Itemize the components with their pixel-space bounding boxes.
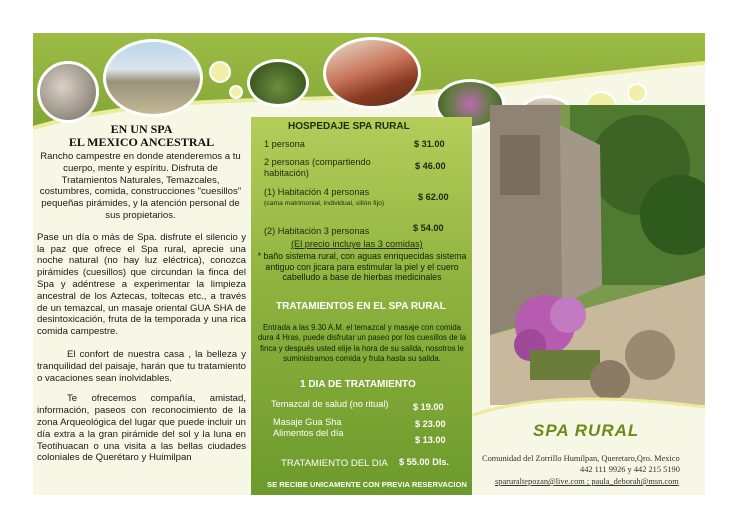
left-paragraph-3: El confort de nuestra casa , la belleza y tranquilidad del paisaje, harán que tu tratamiento o vacaciones sean inolvidables. <box>37 348 246 384</box>
room-label: 2 personas (compartiendo habitación) <box>264 157 371 178</box>
left-title-1: EN UN SPA <box>110 122 173 136</box>
room-price: $ 62.00 <box>418 192 449 202</box>
room-sub: (cama matrimonial, individual, sillón fijo) <box>264 200 385 207</box>
photo-stone-carving <box>37 61 99 123</box>
room-price: $ 46.00 <box>415 161 446 171</box>
hospedaje-title: HOSPEDAJE SPA RURAL <box>288 121 410 132</box>
treatment-label: Alimentos del día <box>273 428 344 438</box>
treatment-price: $ 13.00 <box>415 435 446 445</box>
photo-pyramids <box>103 39 203 117</box>
contact-phones: 442 111 9926 y 442 215 5190 <box>580 465 680 474</box>
decor-dot <box>229 85 243 99</box>
spa-rural-title: SPA RURAL <box>533 421 640 440</box>
room-price: $ 54.00 <box>413 223 444 233</box>
photo-stone-house <box>490 105 705 405</box>
decor-dot <box>627 83 647 103</box>
tratamientos-title: TRATAMIENTOS EN EL SPA RURAL <box>276 301 446 312</box>
left-title-2: EL MEXICO ANCESTRAL <box>68 135 215 149</box>
room-label: (2) Habitación 3 personas <box>264 226 370 236</box>
treatment-label: Masaje Gua Sha <box>273 417 342 427</box>
middle-column <box>251 117 472 495</box>
room-price: $ 31.00 <box>414 139 445 149</box>
total-label: TRATAMIENTO DEL DIA <box>281 458 388 469</box>
tratamientos-text: Entrada a las 9.30 A.M. el temazcal y masaje con comida dura 4 Hras, puede disfrutar un paseo por los cuesillos de la finca y después usted elije la hora de su salida, nosotros le suministramos comida y fruta hasta su salida. <box>257 323 467 364</box>
total-price: $ 55.00 Dls. <box>399 457 450 467</box>
left-paragraph-4: Te ofrecemos compañía, amistad, información, paseos con reconocimiento de la zona Arqueológica del lugar que puede incluir un día extra a la gran pirámide del sol y la luna en Teotihuacan o una visita a las bellas ciudades coloniales de Querétaro y Huimilpan <box>37 393 246 464</box>
left-paragraph-1: Rancho campestre en donde atenderemos a tu cuerpo, mente y espíritu. Disfruta de Tratamientos Naturales, Temazcales, costumbres, comida, construcciones "cuesillos" pequeñas pirámides, y la atención personal de sus propietarios. <box>39 151 242 221</box>
brochure-page <box>33 33 705 495</box>
left-paragraph-2: Pase un día o más de Spa. disfrute el silencio y la paz que ofrece el Spa rural, aprecie una noche natural (no hay luz eléctrica), conozca pirámides (cuesillos) que circundan la finca del Spa y adéntrese a experimentar la limpieza ancestral de los Aztecas, toltecas etc., a través de un temazcal, un masaje oriental GUA SHA de desintoxicación, fruta de la temporada y una rica comida campestre. <box>37 231 246 338</box>
left-column <box>33 121 250 495</box>
treatment-price: $ 19.00 <box>413 402 444 412</box>
reservation-note: SE RECIBE UNICAMENTE CON PREVIA RESERVACION <box>267 480 467 489</box>
price-includes-note: (El precio incluye las 3 comidas) <box>291 239 423 249</box>
dia-title: 1 DIA DE TRATAMIENTO <box>300 379 416 390</box>
room-label: (1) Habitación 4 personas <box>264 187 370 197</box>
contact-emails: sparuraltepozan@live.com ; paula_deborah@msn.com <box>495 477 679 486</box>
photo-garden <box>247 59 309 107</box>
photo-interior <box>323 37 421 109</box>
bottom-wave <box>473 385 705 425</box>
decor-dot <box>209 61 231 83</box>
contact-address: Comunidad del Zorrillo Humilpan, Queretaro,Qro. Mexico <box>482 454 680 463</box>
treatment-label: Temazcal de salud (no ritual) <box>271 399 389 409</box>
treatment-price: $ 23.00 <box>415 419 446 429</box>
bath-note: * baño sistema rural, con aguas enriquecidas sistema antiguo con jicara para estimular la piel y el cuero cabelludo a base de hierbas medicinales <box>257 251 467 283</box>
room-label: 1 persona <box>264 139 305 149</box>
